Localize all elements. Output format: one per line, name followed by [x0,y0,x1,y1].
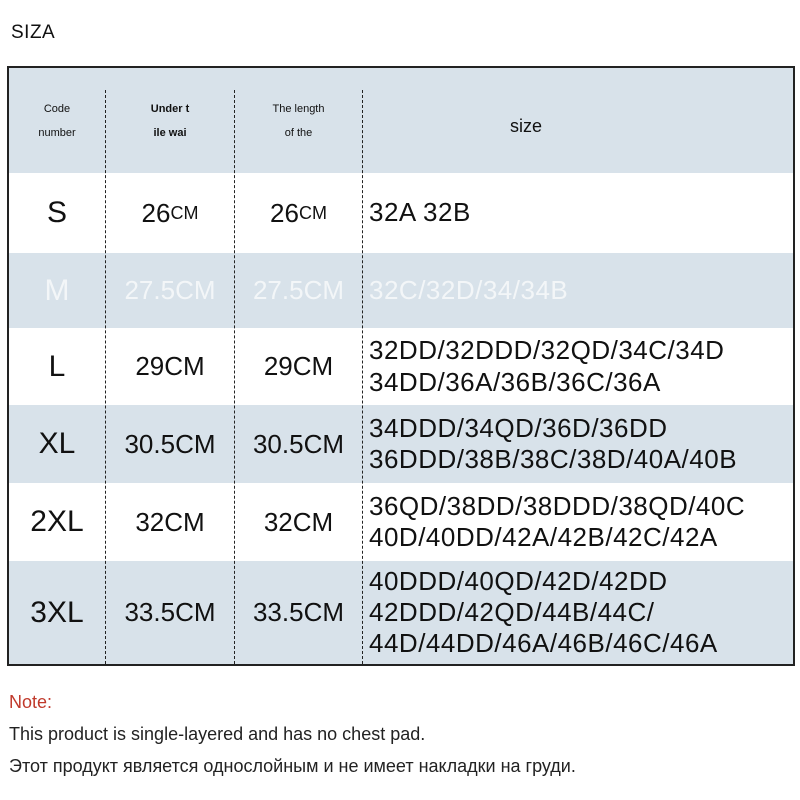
under-cell: 30.5CM [124,428,216,459]
note-english: This product is single-layered and has no chest pad. [9,724,426,744]
size-cell: 32DD/32DDD/32QD/34C/34D 34DD/36A/36B/36C/36A [369,335,725,397]
code-cell: M [44,273,70,307]
header-code-number: Code number [38,102,76,139]
header-under-waist: Under t ile wai [150,102,190,139]
table-row [9,328,793,405]
size-cell: 40DDD/40QD/42D/42DD 42DDD/42QD/44B/44C/ 44D/44DD/46A/46B/46C/46A [369,565,718,659]
header-length: The length of the [272,102,325,139]
code-cell: 3XL [30,595,84,629]
under-cell: 33.5CM [124,597,216,627]
table-row [9,483,793,561]
code-cell: L [48,349,66,383]
under-cell: 32CM [135,506,205,537]
page-title: SIZA [11,22,56,43]
note-label: Note: [9,692,53,712]
under-cell: 29CM [135,351,205,381]
size-cell: 36QD/38DD/38DDD/38QD/40C 40D/40DD/42A/42B/42C/42A [369,490,746,552]
header-size: size [509,116,542,136]
code-cell: S [46,196,67,229]
length-cell: 27.5CM [252,275,345,305]
code-cell: XL [38,427,76,460]
code-cell: 2XL [30,505,84,538]
table-row [9,561,793,664]
size-table [7,66,795,666]
table-row [9,253,793,328]
under-cell: 26 CM [141,197,199,228]
length-cell: 26 CM [270,197,327,228]
note-russian: Этот продукт является однослойным и не имеет накладки на груди. [9,756,576,776]
size-cell: 32C/32D/34/34B [369,274,569,305]
column-divider [105,90,106,664]
length-cell: 29CM [263,351,334,381]
table-header-row [9,68,793,173]
under-cell: 27.5CM [124,275,216,305]
length-cell: 33.5CM [252,597,345,627]
column-divider [234,90,235,664]
size-cell: 32A 32B [369,197,471,228]
table-row [9,405,793,483]
size-cell: 34DDD/34QD/36D/36DD 36DDD/38B/38C/38D/40A/40B [369,412,738,474]
length-cell: 32CM [263,506,334,537]
length-cell: 30.5CM [252,428,345,459]
table-row [9,173,793,253]
column-divider [362,90,363,664]
